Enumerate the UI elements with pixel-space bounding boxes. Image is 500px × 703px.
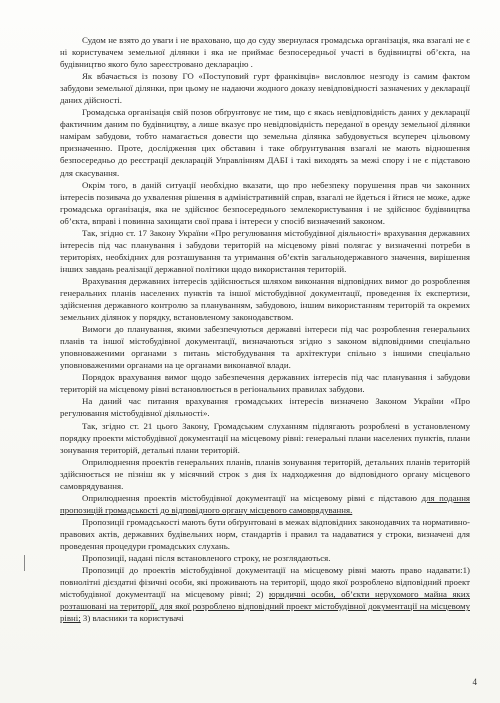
paragraph-13: Пропозиції громадськості мають бути обґрунтовані в межах відповідних законодавчих та нормативно-правових актів, державних будівельних норм, стандартів і правил та надаватися у строки, визначені для проведення процедури громадських слухань. [60, 516, 470, 551]
paragraph-9: На даний час питання врахування громадських інтересів визначено Законом України «Про регулювання містобудівної діяльності». [60, 396, 470, 419]
paragraph-15-text: Пропозиції до проектів містобудівної документації на місцевому рівні мають право надавати:1) повнолітні дієздатні фізичні особи, які проживають на території, щодо якої розроблено відповідний проект містобудівної документації на місцевому рівні; 2) [60, 565, 470, 600]
paragraph-2: Як вбачається із позову ГО «Поступовий гурт франківців» висловлює незгоду із самим фактом забудови земельної ділянки, при цьому не надаючи жодного доказу невідповідності зазначених у декларації даних дійсності. [60, 71, 470, 106]
paragraph-11: Оприлюднення проектів генеральних планів, планів зонування територій, детальних планів територій здійснюється не пізніш як у місячний строк з дня їх надходження до відповідного органу місцевого самоврядування. [60, 456, 470, 491]
paragraph-12-text: Оприлюднення проектів містобудівної документації на місцевому рівні є підставою [82, 492, 422, 503]
paragraph-6: Врахування державних інтересів здійснюється шляхом виконання відповідних вимог до розроблення генеральних планів населених пунктів та іншої містобудівної документації, проведення їх експертизи, здійснення державного контролю за плануванням, забудовою, іншим використанням територій та окремих земельних ділянок у порядку, встановленому законодавством. [60, 275, 470, 323]
margin-mark [24, 555, 33, 571]
paragraph-15-underlined: юридичні особи, об’єкти нерухомого майна яких розташовані на території, для якої розроблено відповідний проект містобудівної документації на місцевому рівні; [60, 589, 470, 624]
paragraph-15 [60, 564, 470, 624]
paragraph-1: Судом не взято до уваги і не враховано, що до суду звернулася громадська організація, яка взагалі не є ні користувачем земельної ділянки і яка не приймає безпосередньої участі в будівництві об’єкта, на будівництво якого було зареєстровано декларацію . [60, 35, 470, 70]
paragraph-4: Окрім того, в даній ситуації необхідно вказати, що про небезпеку порушення прав чи законних інтересів позивача до ухвалення рішення в адміністративній справ, взагалі не йдеться і йтися не може, адже громадська організація, яка не здійснює безпосереднього землекористування і не здійснює будівництва об’єкта, вправі і повинна захищати свої права і інтереси у спосіб визначений законом. [60, 179, 470, 226]
page-number: 4 [472, 677, 477, 687]
paragraph-12 [60, 492, 470, 516]
paragraph-8: Порядок врахування вимог щодо забезпечення державних інтересів під час планування і забудови територій на місцевому рівні встановлюється в регіональних правилах забудови. [60, 372, 470, 395]
paragraph-3: Громадська організація свій позов обґрунтовує не тим, що є якась невідповідність даних у декларації фактичним даним по будівництву, а лише вказує про невідповідність переданої в оренду земельної ділянки намірам забудови, тобто намагається довести що земельна ділянка забудовується всупереч цільовому призначенню. Проте, дослідження цих обставин і таке обґрунтування взагалі не мають відношення безпосередньо до реєстрації декларацій Управлінням ДАБІ і такі виходять за межі спору і не є підставою для скасування. [60, 107, 470, 178]
paragraph-14: Пропозиції, надані після встановленого строку, не розглядаються. [82, 553, 331, 564]
paragraph-10: Так, згідно ст. 21 цього Закону, Громадським слуханням підлягають розроблені в установленому порядку проекти містобудівної документації на місцевому рівні: генеральні плани населених пунктів, плани зонування територій, детальні плани територій. [60, 420, 470, 455]
paragraph-15-tail: 3) власники та користувачі [80, 613, 184, 624]
paragraph-7: Вимоги до планування, якими забезпечуються державні інтереси під час розроблення генеральних планів та іншої містобудівної документації, визначаються згідно з законом відповідними спеціально уповноваженими органами з питань містобудування та архітектури спільно з іншими спеціально уповноваженими органами на це органами виконавчої влади. [60, 324, 470, 371]
paragraph-12-underlined: для подання пропозицій громадськості до відповідного органу місцевого самоврядування. [60, 492, 470, 515]
paragraph-5: Так, згідно ст. 17 Закону України «Про регулювання містобудівної діяльності» врахування державних інтересів під час планування і забудови територій на місцевому рівні полягає у визначенні потреби в територіях, необхідних для розташування та утримання об’єктів загальнодержавного значення, вирішення інших завдань реалізації державної політики щодо використання територій. [60, 227, 470, 274]
